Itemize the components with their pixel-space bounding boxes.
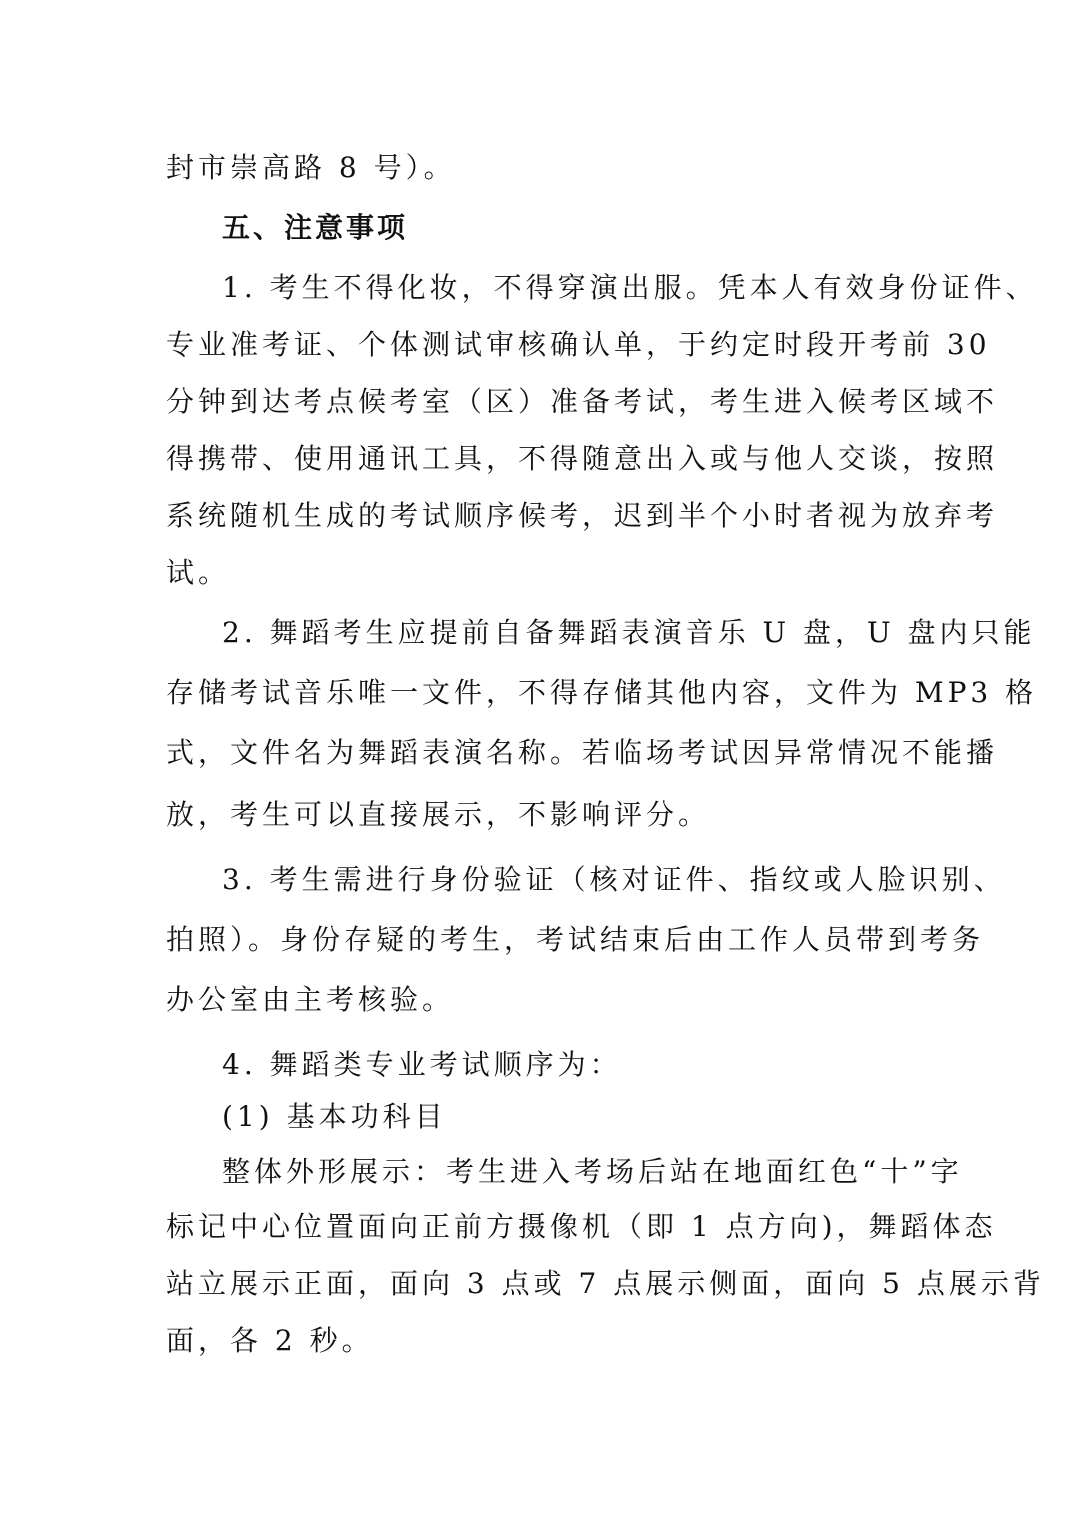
item-4-line-1: 4. 舞蹈类专业考试顺序为：	[222, 1048, 622, 1081]
text-line-address-end: 封市崇高路 8 号）。	[166, 151, 456, 184]
item-2-line-2: 存储考试音乐唯一文件，不得存储其他内容，文件为 MP3 格	[166, 676, 1038, 709]
item-3-line-2: 拍照）。身份存疑的考生，考试结束后由工作人员带到考务	[166, 923, 985, 956]
item-1-line-2: 专业准考证、个体测试审核确认单，于约定时段开考前 30	[166, 328, 991, 361]
item-2-line-4: 放，考生可以直接展示，不影响评分。	[166, 798, 711, 831]
item-3-line-1: 3. 考生需进行身份验证（核对证件、指纹或人脸识别、	[222, 863, 1006, 896]
display-paragraph-line-1: 整体外形展示：考生进入考场后站在地面红色“十”字	[222, 1155, 963, 1188]
item-1-line-3: 分钟到达考点候考室（区）准备考试，考生进入候考区域不	[166, 385, 999, 418]
display-paragraph-line-3: 站立展示正面，面向 3 点或 7 点展示侧面，面向 5 点展示背	[166, 1267, 1045, 1300]
item-1-line-6: 试。	[166, 556, 231, 589]
item-3-line-3: 办公室由主考核验。	[166, 983, 455, 1016]
item-2-line-3: 式，文件名为舞蹈表演名称。若临场考试因异常情况不能播	[166, 736, 999, 769]
section-heading-notes: 五、注意事项	[222, 211, 409, 244]
display-paragraph-line-2: 标记中心位置面向正前方摄像机（即 1 点方向)，舞蹈体态	[166, 1210, 997, 1243]
subitem-1-title: (1) 基本功科目	[222, 1100, 447, 1133]
item-1-line-1: 1. 考生不得化妆，不得穿演出服。凭本人有效身份证件、	[222, 271, 1038, 304]
display-paragraph-line-4: 面，各 2 秒。	[166, 1324, 374, 1357]
item-1-line-5: 系统随机生成的考试顺序候考，迟到半个小时者视为放弃考	[166, 499, 999, 532]
item-2-line-1: 2. 舞蹈考生应提前自备舞蹈表演音乐 U 盘，U 盘内只能	[222, 616, 1036, 649]
item-1-line-4: 得携带、使用通讯工具，不得随意出入或与他人交谈，按照	[166, 442, 999, 475]
